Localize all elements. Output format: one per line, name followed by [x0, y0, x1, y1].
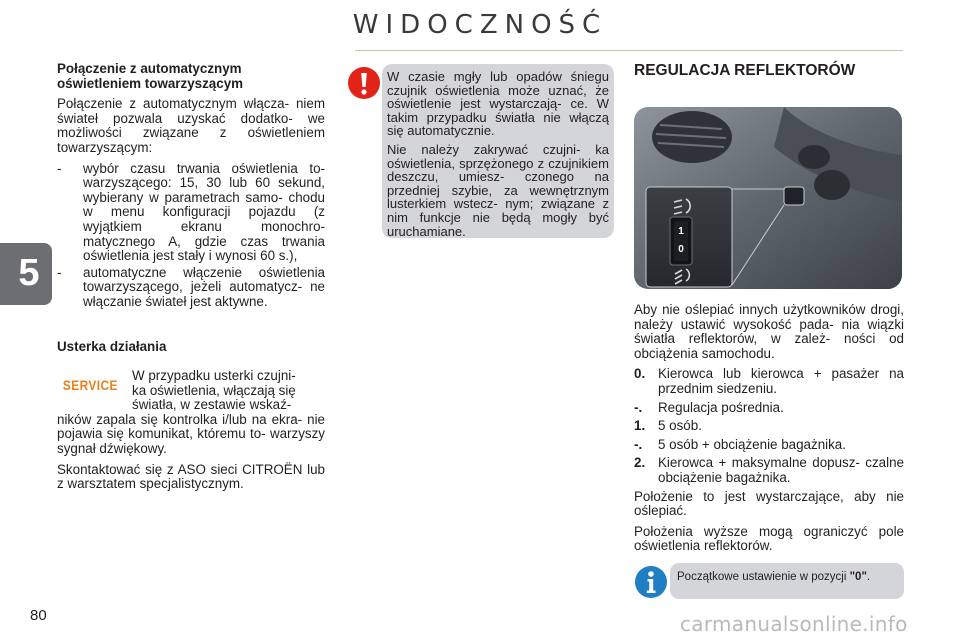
- fault-section: [57, 340, 325, 361]
- fault-line: W przypadku usterki czujni-: [132, 368, 296, 383]
- dashboard-photo-illustration: [634, 107, 902, 289]
- list-item: [634, 419, 904, 434]
- position-text: Kierowca lub kierowca + pasażer na przednim siedzeniu.: [658, 366, 904, 396]
- scale-label-top: 1: [678, 226, 684, 237]
- fault-contact: Skontaktować się z ASO sieci CITROËN lub z warsztatem specjalistycznym.: [57, 461, 325, 492]
- info-suffix: .: [866, 571, 871, 583]
- position-key: 2.: [634, 455, 646, 471]
- bullet-dash: -: [57, 160, 62, 176]
- list-item: [634, 456, 904, 485]
- adjustment-intro: Aby nie oślepiać innych użytkowników drogi, należy ustawić wysokość pada- nia wiązki światła reflektorów, w zależ- ności od obciążenia samochodu.: [634, 302, 904, 361]
- position-key: 1.: [634, 418, 646, 434]
- list-item: [57, 266, 325, 310]
- list-item: [634, 401, 904, 416]
- page-number: 80: [30, 607, 47, 624]
- position-text: Kierowca + maksymalne dopusz- czalne obciążenie bagażnika.: [658, 455, 904, 485]
- position-key: 0.: [634, 366, 646, 382]
- headlamp-control-photo: [634, 107, 902, 289]
- watermark: carmanualsonline.info: [680, 612, 908, 636]
- info-text: [677, 571, 870, 583]
- fault-heading: Usterka działania: [57, 339, 167, 354]
- list-item: [634, 367, 904, 396]
- position-key: -.: [634, 436, 643, 452]
- bullet-text: wybór czasu trwania oświetlenia to- warzyszącego: 15, 30 lub 60 sekund, wybierany w parametrach samo- chodu w menu konfiguracji pojazdu (z wyjątkiem ekranu monochro- matycznego A, gdzie czas trwania oświetlenia jest stały i wynosi 60 s.),: [83, 160, 325, 264]
- scale-label-bottom: 0: [678, 244, 684, 255]
- service-label: SERVICE: [62, 377, 118, 393]
- higher-positions-text: Położenia wyższe mogą ograniczyć pole oświetlenia reflektorów.: [634, 523, 904, 554]
- position-text: 5 osób + obciążenie bagażnika.: [658, 436, 846, 452]
- auto-lighting-intro: Połączenie z automatycznym włącza- niem świateł pozwala uzyskać dodatko- we możliwości związane z oświetleniem towarzyszącym:: [57, 96, 325, 155]
- warning-para-fog: W czasie mgły lub opadów śniegu czujnik oświetlenia może uznać, że oświetlenie jest wystarczają- ce. W takim przypadku światła nie włączą się automatycznie.: [387, 69, 609, 139]
- position-key: -.: [634, 399, 643, 415]
- fault-line: światła, w zestawie wskaź-: [132, 397, 292, 413]
- left-column: [57, 62, 325, 312]
- bullet-dash: -: [57, 264, 62, 280]
- list-item: [57, 162, 325, 264]
- chapter-number: 5: [18, 252, 40, 294]
- position-text: 5 osób.: [658, 418, 702, 434]
- headlamp-adjustment-heading: REGULACJA REFLEKTORÓW: [634, 62, 856, 79]
- auto-lighting-heading: Połączenie z automatycznym oświetleniem towarzyszącym: [57, 61, 244, 91]
- fault-rest: ników zapala się kontrolka i/lub na ekra- nie pojawia się komunikat, któremu to- warzyszy sygnał dźwiękowy.: [57, 411, 325, 456]
- position-text: Regulacja pośrednia.: [658, 399, 784, 415]
- title-divider: [355, 50, 903, 51]
- right-column: [634, 303, 904, 560]
- fault-text: [57, 369, 325, 498]
- sufficient-text: Położenie to jest wystarczające, aby nie oślepiać.: [634, 488, 904, 519]
- fault-line: ka oświetlenia, włączają się: [132, 382, 296, 398]
- page-title: WIDOCZNOŚĆ: [352, 10, 608, 40]
- exclamation-circle-icon: [347, 66, 381, 100]
- list-item: [634, 438, 904, 453]
- warning-text: [387, 70, 609, 243]
- info-circle-icon: [634, 565, 668, 599]
- warning-para-sensor: Nie należy zakrywać czujni- ka oświetlenia, sprzężonego z czujnikiem deszczu, umiesz- czonego na przedniej szybie, za wewnętrznym lusterkiem wstecz- nym; związane z nim funkcje nie będą mogły być uruchamiane.: [387, 141, 609, 239]
- info-label: Początkowe ustawienie w pozycji: [677, 571, 847, 583]
- info-value: "0": [849, 571, 867, 583]
- bullet-text: automatyczne włączenie oświetlenia towarzyszącego, jeżeli automatycz- ne włączanie świateł jest aktywne.: [83, 264, 325, 309]
